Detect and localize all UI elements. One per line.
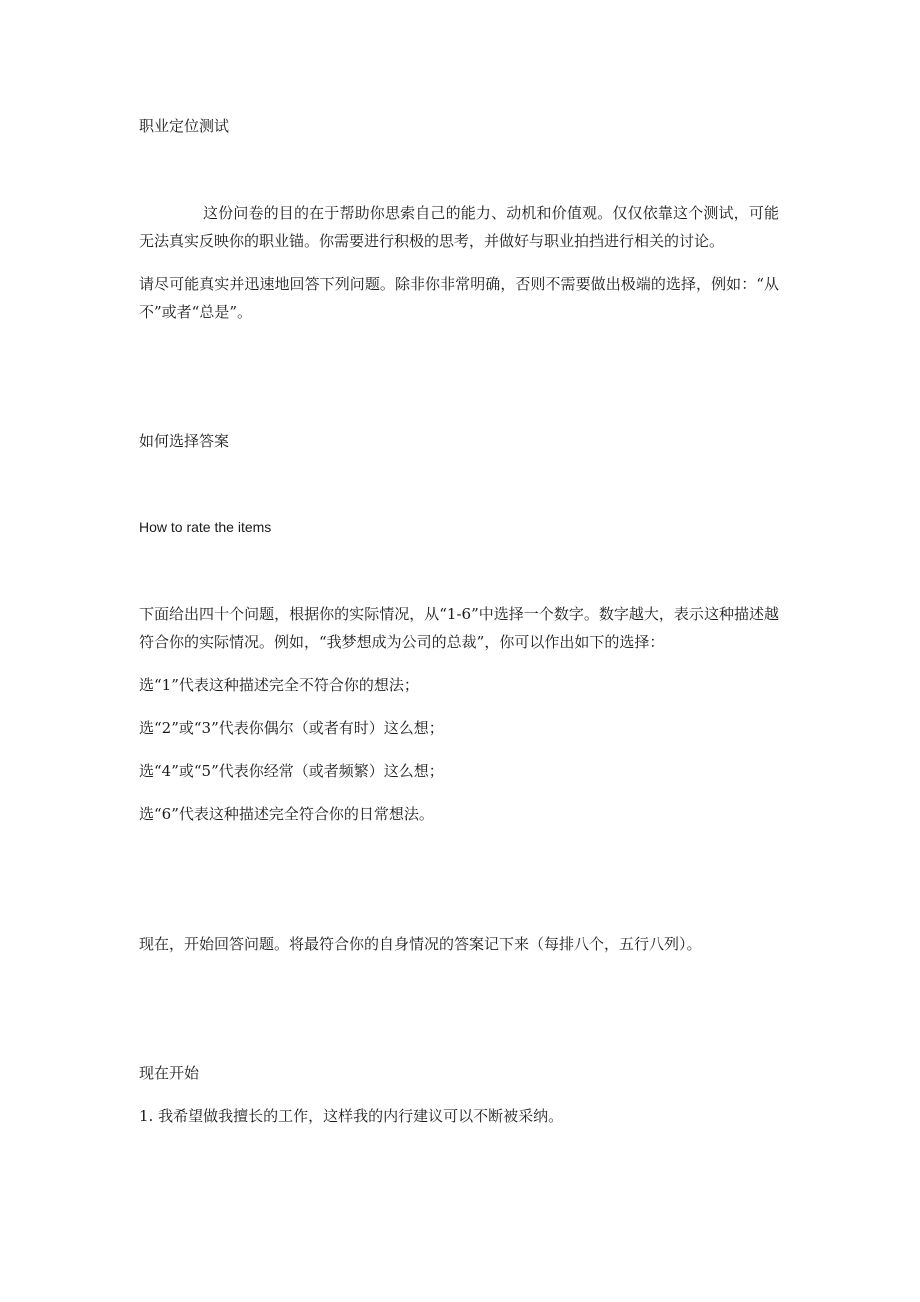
rating-instructions: 下面给出四十个问题，根据你的实际情况，从“1-6”中选择一个数字。数字越大，表示这种描述越符合你的实际情况。例如，“我梦想成为公司的总裁”，你可以作出如下的选择： — [139, 605, 779, 651]
how-to-rate-heading-en: How to rate the items — [139, 519, 272, 535]
question-1: 1. 我希望做我擅长的工作，这样我的内行建议可以不断被采纳。 — [139, 1107, 564, 1125]
rating-option-3: 选“4”或“5”代表你经常（或者频繁）这么想； — [139, 762, 444, 780]
rating-option-4: 选“6”代表这种描述完全符合你的日常想法。 — [139, 805, 434, 823]
rating-option-1: 选“1”代表这种描述完全不符合你的想法； — [139, 676, 419, 694]
start-instruction: 现在，开始回答问题。将最符合你的自身情况的答案记下来（每排八个，五行八列）。 — [139, 935, 702, 953]
start-heading: 现在开始 — [139, 1064, 200, 1082]
rating-option-2: 选“2”或“3”代表你偶尔（或者有时）这么想； — [139, 719, 444, 737]
intro-paragraph-1: 这份问卷的目的在于帮助你思索自己的能力、动机和价值观。仅仅依靠这个测试，可能无法真实反映你的职业锚。你需要进行积极的思考，并做好与职业拍挡进行相关的讨论。 — [139, 204, 779, 250]
document-title: 职业定位测试 — [139, 117, 230, 135]
how-to-choose-heading: 如何选择答案 — [139, 432, 230, 450]
intro-paragraph-2: 请尽可能真实并迅速地回答下列问题。除非你非常明确，否则不需要做出极端的选择，例如：“从不”或者“总是”。 — [139, 275, 779, 321]
